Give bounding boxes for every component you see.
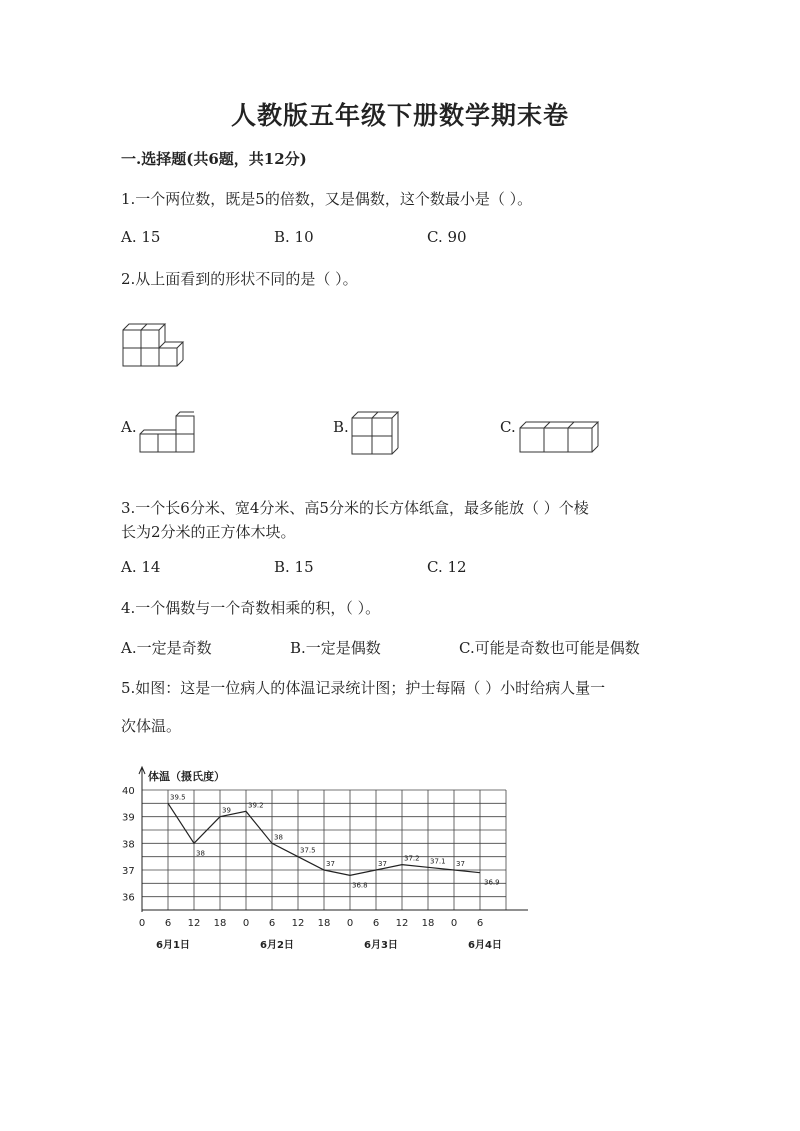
- q3-option-a: A. 14: [121, 558, 161, 576]
- question-1: 1.一个两位数，既是5的倍数，又是偶数，这个数最小是（ ）。: [121, 190, 533, 208]
- question-3-line-1: 3.一个长6分米、宽4分米、高5分米的长方体纸盒，最多能放（ ）个棱: [121, 499, 589, 517]
- x-tick-label: 18: [421, 918, 435, 929]
- q2-option-b: B.: [333, 418, 349, 436]
- q2-option-a: A.: [121, 418, 137, 436]
- question-3: [121, 496, 681, 544]
- q2-option-c: C.: [500, 418, 516, 436]
- data-label: 37.5: [300, 846, 316, 855]
- question-5-line-2: 次体温。: [121, 717, 182, 735]
- x-day-label: 6月3日: [364, 940, 398, 951]
- x-tick-label: 6: [268, 918, 276, 929]
- x-tick-label: 0: [450, 918, 458, 929]
- question-5-line-1: 5.如图：这是一位病人的体温记录统计图；护士每隔（ ）小时给病人量一: [121, 679, 606, 697]
- x-tick-label: 12: [291, 918, 305, 929]
- x-tick-label: 0: [242, 918, 250, 929]
- q2-main-figure: [121, 320, 187, 370]
- question-3-line-2: 长为2分米的正方体木块。: [121, 523, 296, 541]
- x-day-label: 6月1日: [156, 940, 190, 951]
- x-tick-label: 0: [138, 918, 146, 929]
- data-label: 36.9: [484, 878, 500, 887]
- x-day-label: 6月2日: [260, 940, 294, 951]
- data-label: 39: [222, 806, 231, 815]
- x-tick-label: 0: [346, 918, 354, 929]
- data-label: 37: [378, 860, 387, 868]
- page-title: 人教版五年级下册数学期末卷: [230, 101, 569, 130]
- x-day-label: 6月4日: [468, 940, 502, 951]
- x-tick-label: 12: [187, 918, 201, 929]
- question-4: 4.一个偶数与一个奇数相乘的积，（ ）。: [121, 599, 381, 617]
- q3-option-b: B. 15: [274, 558, 314, 576]
- x-tick-label: 12: [395, 918, 409, 929]
- q1-option-c: C. 90: [427, 228, 467, 246]
- question-2: 2.从上面看到的形状不同的是（ ）。: [121, 270, 358, 288]
- y-tick-label: 39: [122, 812, 135, 824]
- q3-option-c: C. 12: [427, 558, 467, 576]
- data-label: 36.8: [352, 881, 368, 890]
- x-tick-label: 18: [317, 918, 331, 929]
- data-label: 39.5: [170, 793, 186, 802]
- q4-option-a: A.一定是奇数: [121, 639, 212, 657]
- q4-option-b: B.一定是偶数: [290, 639, 381, 657]
- x-tick-label: 18: [213, 918, 227, 929]
- q1-option-b: B. 10: [274, 228, 314, 246]
- x-tick-label: 6: [372, 918, 380, 929]
- data-label: 37.1: [430, 857, 446, 866]
- q4-option-c: C.可能是奇数也可能是偶数: [459, 639, 640, 657]
- q2-option-c-figure: [518, 420, 600, 456]
- data-label: 37: [456, 860, 465, 868]
- data-label: 38: [274, 833, 283, 842]
- q2-option-a-figure: [138, 410, 198, 455]
- y-tick-label: 38: [122, 839, 135, 851]
- x-tick-label: 6: [164, 918, 172, 929]
- y-tick-label: 36: [122, 892, 135, 904]
- data-label: 37: [326, 860, 335, 868]
- q2-option-b-figure: [350, 410, 406, 456]
- temperature-chart: [118, 762, 528, 957]
- data-label: 38: [196, 849, 205, 858]
- data-label: 37.2: [404, 854, 420, 863]
- x-tick-label: 6: [476, 918, 484, 929]
- y-tick-label: 40: [122, 786, 135, 797]
- chart-data-labels: [170, 793, 500, 889]
- y-tick-label: 37: [122, 866, 135, 877]
- q1-option-a: A. 15: [121, 228, 161, 246]
- chart-y-axis-label: 体温（摄氏度）: [148, 770, 225, 783]
- section-heading: 一.选择题(共6题，共12分): [121, 150, 307, 168]
- data-label: 39.2: [248, 801, 264, 810]
